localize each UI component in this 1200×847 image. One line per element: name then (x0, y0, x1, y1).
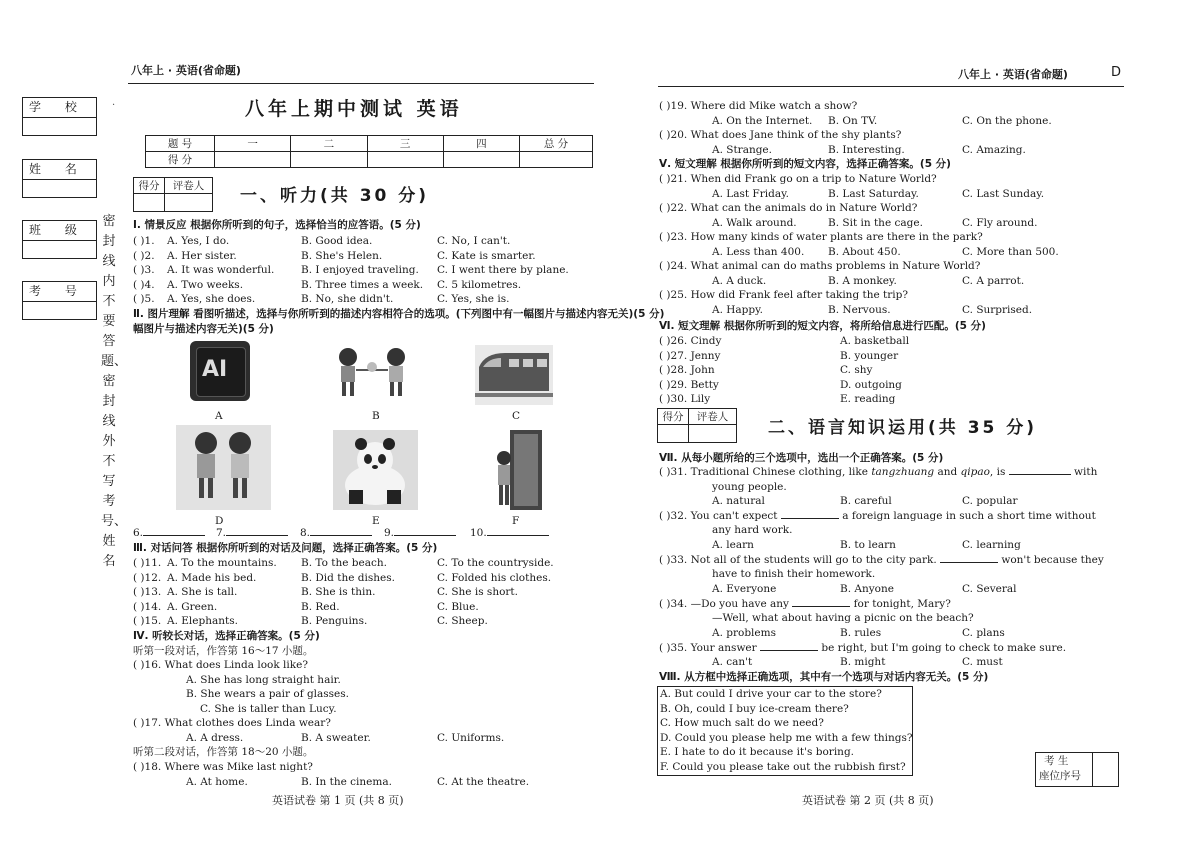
answer-option[interactable]: C. Surprised. (962, 304, 1033, 316)
part3-title: Ⅲ. 对话问答 根据你所听到的对话及问题，选择正确答案。(5 分) (133, 542, 438, 554)
match-option: C. shy (840, 364, 873, 377)
answer-option[interactable]: A. To the mountains. (167, 557, 277, 569)
page2-footer: 英语试卷 第 2 页 (共 8 页) (802, 794, 934, 807)
q16-option[interactable]: A. She has long straight hair. (186, 674, 341, 686)
question-number: ( )2. (133, 249, 155, 262)
answer-option[interactable]: A. Less than 400. (712, 246, 805, 258)
score-table-cell: 二 (291, 136, 367, 152)
blank-8[interactable] (300, 527, 372, 540)
grader-cell: 得分 (134, 178, 165, 194)
dialogue-option: C. How much salt do we need? (660, 717, 824, 730)
answer-option[interactable]: C. Yes, she is. (437, 293, 510, 306)
grader-cell: 得分 (658, 409, 689, 425)
score-table-cell: 总 分 (520, 136, 593, 152)
answer-option[interactable]: B. Sit in the cage. (828, 217, 923, 229)
answer-option[interactable]: A. Her sister. (167, 249, 237, 262)
q32-text: a foreign language in such a short time without (842, 510, 1096, 522)
q33-option[interactable]: C. Several (962, 583, 1017, 595)
class-label: 班 级 (29, 223, 87, 237)
q31-term: tangzhuang (871, 466, 935, 478)
q33-text: ( )33. Not all of the students will go to the city park. (659, 554, 937, 566)
seal-line-notice: 密封线内不要答题、密封线外不写考号、姓名 (101, 214, 128, 569)
q16-option[interactable]: C. She is taller than Lucy. (200, 703, 337, 715)
q31-text: with (1074, 466, 1098, 478)
q33-option[interactable]: B. Anyone (840, 583, 894, 595)
answer-option[interactable]: B. She is thin. (301, 586, 376, 599)
q33 (659, 554, 1104, 567)
part2-title: Ⅱ. 图片理解 看图听描述，选择与你所听到的描述内容相符合的选项。(下列图中有一幅图片与描述内容无关)(5 分) (133, 308, 665, 320)
section1-title: 一、听力(共 30 分) (240, 186, 430, 206)
answer-option[interactable]: A. She is tall. (167, 586, 238, 599)
part4-intro1: 听第一段对话，作答第 16～17 小题。 (133, 645, 314, 657)
answer-option[interactable]: A. Last Friday. (712, 188, 789, 200)
q35-text: ( )35. Your answer (659, 642, 757, 654)
children-image (176, 425, 271, 510)
class-field[interactable] (22, 220, 97, 259)
q34-option[interactable]: B. rules (840, 627, 882, 639)
q20: ( )20. What does Jane think of the shy plants? (659, 129, 902, 141)
answer-option[interactable]: B. Three times a week. (301, 278, 424, 291)
answer-option[interactable]: B. About 450. (828, 246, 901, 258)
page1-footer: 英语试卷 第 1 页 (共 8 页) (272, 794, 404, 807)
q20-option[interactable]: C. Amazing. (962, 144, 1026, 156)
match-option: E. reading (840, 393, 896, 406)
q32-line2: any hard work. (712, 524, 793, 536)
q34-option[interactable]: A. problems (712, 627, 776, 639)
match-option: B. younger (840, 349, 899, 362)
q33-text: won't because they (1001, 554, 1104, 566)
ai-chip-text: AI (202, 357, 228, 382)
q32-text: ( )32. You can't expect (659, 510, 778, 522)
question-number: ( )13. (133, 586, 162, 599)
answer-option[interactable]: A. Happy. (712, 304, 763, 316)
q34-text: ( )34. —Do you have any (659, 598, 789, 610)
name-label: 姓 名 (29, 162, 87, 176)
seal-dot: · (112, 100, 116, 111)
exam-number-label: 考 号 (29, 284, 87, 298)
q16: ( )16. What does Linda look like? (133, 659, 308, 671)
divider (23, 240, 96, 241)
q33-line2: have to finish their homework. (712, 568, 876, 580)
pic-label-b: B (372, 410, 380, 422)
grader-cell: 评卷人 (165, 178, 213, 194)
q18-option[interactable]: C. At the theatre. (437, 776, 530, 788)
part4-title: Ⅳ. 听较长对话，选择正确答案。(5 分) (133, 630, 320, 642)
answer-option[interactable]: A. Two weeks. (167, 278, 244, 291)
question-number: ( )12. (133, 571, 162, 584)
school-field[interactable] (22, 97, 97, 136)
blank-9[interactable] (384, 527, 456, 540)
score-table-cell: 得 分 (146, 152, 215, 168)
answer-option[interactable]: C. Sheep. (437, 615, 488, 628)
dialogue-option: A. But could I drive your car to the store? (660, 688, 882, 700)
q35-text: be right, but I'm going to check to make sure. (821, 642, 1067, 654)
q17-option[interactable]: A. A dress. (186, 732, 244, 744)
q18: ( )18. Where was Mike last night? (133, 761, 313, 773)
q31-option[interactable]: A. natural (712, 495, 765, 507)
q19-option[interactable]: B. On TV. (828, 115, 878, 127)
score-input[interactable] (367, 152, 443, 168)
question-number: ( )3. (133, 264, 155, 277)
answer-option[interactable]: C. To the countryside. (437, 557, 554, 569)
section2-title: 二、语言知识运用(共 35 分) (768, 418, 1038, 438)
grader-cell: 评卷人 (689, 409, 737, 425)
answer-option[interactable]: A. Elephants. (167, 615, 238, 628)
question-number: ( )5. (133, 293, 155, 306)
answer-option[interactable]: B. No, she didn't. (301, 293, 394, 306)
grader-box (133, 177, 213, 212)
school-label: 学 校 (29, 100, 87, 114)
q31-line2: young people. (712, 481, 787, 493)
question-number: ( )14. (133, 600, 162, 613)
q19-option[interactable]: A. On the Internet. (712, 115, 813, 127)
q34 (659, 598, 951, 611)
exam-title: 八年上期中测试 英语 (245, 98, 463, 120)
score-table-cell: 三 (367, 136, 443, 152)
q31-option[interactable]: B. careful (840, 495, 892, 507)
match-item[interactable]: ( )28. John (659, 364, 715, 377)
q34-blank[interactable] (792, 606, 850, 607)
answer-option[interactable]: A. Green. (167, 600, 218, 613)
q32-option[interactable]: C. learning (962, 539, 1021, 551)
match-item[interactable]: ( )30. Lily (659, 393, 711, 406)
answer-option[interactable]: B. Red. (301, 600, 340, 613)
score-table-cell: 题 号 (146, 136, 215, 152)
answer-option[interactable]: B. Good idea. (301, 235, 373, 247)
q35-option[interactable]: B. might (840, 656, 886, 668)
q31 (659, 466, 1097, 479)
match-item[interactable]: ( )27. Jenny (659, 349, 721, 362)
answer-option[interactable]: A. It was wonderful. (167, 264, 275, 277)
part2-title-line2: 幅图片与描述内容无关)(5 分) (133, 323, 274, 335)
answer-option[interactable]: A. Made his bed. (167, 571, 257, 584)
question-number: ( )11. (133, 557, 162, 569)
divider (23, 179, 96, 180)
match-item[interactable]: ( )29. Betty (659, 378, 719, 391)
answer-option[interactable]: C. A parrot. (962, 275, 1025, 287)
q31-term: qipao (960, 466, 990, 478)
answer-option[interactable]: B. I enjoyed traveling. (301, 264, 419, 277)
part4-intro2: 听第二段对话，作答第 18～20 小题。 (133, 746, 314, 758)
answer-option[interactable]: B. Nervous. (828, 304, 891, 316)
answer-option[interactable]: B. Last Saturday. (828, 188, 919, 200)
question-number: ( )1. (133, 235, 155, 247)
answer-option[interactable]: A. Walk around. (712, 217, 797, 229)
q35 (659, 642, 1066, 655)
part5-title: Ⅴ. 短文理解 根据你所听到的短文内容，选择正确答案。(5 分) (659, 158, 951, 170)
score-input[interactable] (215, 152, 291, 168)
answer-option[interactable]: B. Penguins. (301, 615, 368, 628)
part7-title: Ⅶ. 从每小题所给的三个选项中，选出一个正确答案。(5 分) (659, 452, 944, 464)
answer-option[interactable]: C. Blue. (437, 600, 479, 613)
answer-option[interactable]: B. A monkey. (828, 275, 897, 287)
q16-option[interactable]: B. She wears a pair of glasses. (186, 688, 350, 700)
dialogue-option: D. Could you please help me with a few things? (660, 731, 913, 744)
page2-header: 八年上 · 英语(省命题) (958, 68, 1068, 81)
score-input[interactable] (443, 152, 519, 168)
answer-option[interactable]: A. A duck. (712, 275, 767, 287)
seat-label: 考 生 (1044, 755, 1069, 767)
question: ( )23. How many kinds of water plants are there in the park? (659, 231, 983, 243)
blank-number: 6. (133, 527, 144, 539)
q35-blank[interactable] (760, 650, 818, 651)
seat-number-box (1035, 752, 1119, 787)
seat-label-cell (1036, 753, 1093, 786)
q20-option[interactable]: B. Interesting. (828, 144, 905, 156)
dialogue-options-box (657, 686, 913, 776)
q34-text: for tonight, Mary? (853, 598, 951, 610)
q17-option[interactable]: C. Uniforms. (437, 732, 505, 744)
q34-line2: —Well, what about having a picnic on the beach? (712, 612, 974, 624)
dialogue-option: E. I hate to do it because it's boring. (660, 746, 855, 759)
q31-text: ( )31. Traditional Chinese clothing, like (659, 466, 868, 478)
q34-option[interactable]: C. plans (962, 627, 1005, 639)
q32 (659, 510, 1096, 523)
blank-number: 9. (384, 527, 395, 539)
score-input[interactable] (291, 152, 367, 168)
question: ( )25. How did Frank feel after taking the trip? (659, 289, 908, 301)
answer-option[interactable]: B. Did the dishes. (301, 571, 395, 584)
q18-option[interactable]: B. In the cinema. (301, 776, 392, 788)
grader-input[interactable] (134, 194, 165, 212)
q33-blank[interactable] (940, 562, 998, 563)
answer-option[interactable]: B. To the beach. (301, 557, 387, 569)
q18-option[interactable]: A. At home. (186, 776, 248, 788)
part8-title: Ⅷ. 从方框中选择正确选项，其中有一个选项与对话内容无关。(5 分) (659, 671, 989, 683)
question: ( )22. What can the animals do in Nature World? (659, 202, 918, 214)
blank-7[interactable] (216, 527, 288, 540)
question: ( )21. When did Frank go on a trip to Nature World? (659, 173, 937, 185)
q19-option[interactable]: C. On the phone. (962, 115, 1052, 127)
answer-option[interactable]: C. She is short. (437, 586, 518, 599)
q31-option[interactable]: C. popular (962, 495, 1018, 507)
grader-input[interactable] (689, 425, 737, 443)
grader-box (657, 408, 737, 443)
header-rule (658, 86, 1124, 87)
header-rule (128, 83, 594, 84)
ai-chip-image (190, 341, 250, 401)
name-field[interactable] (22, 159, 97, 198)
score-input[interactable] (520, 152, 593, 168)
answer-option[interactable]: C. Fly around. (962, 217, 1038, 229)
q31-text: , is (989, 466, 1006, 478)
q32-option[interactable]: B. to learn (840, 539, 896, 551)
seat-label: 座位序号 (1039, 770, 1081, 782)
pic-label-a: A (215, 410, 223, 422)
blank-number: 10. (470, 527, 487, 539)
divider (23, 301, 96, 302)
dialogue-option: F. Could you please take out the rubbish first? (660, 761, 906, 773)
grader-input[interactable] (165, 194, 213, 212)
exam-number-field[interactable] (22, 281, 97, 320)
answer-option[interactable]: C. No, I can't. (437, 235, 511, 247)
score-table-cell: 四 (443, 136, 519, 152)
pic-label-f: F (512, 515, 520, 527)
door-image (490, 428, 545, 513)
answer-option[interactable]: C. 5 kilometres. (437, 278, 522, 291)
part1-title: Ⅰ. 情景反应 根据你所听到的句子，选择恰当的应答语。(5 分) (133, 219, 421, 231)
dialogue-option: B. Oh, could I buy ice-cream there? (660, 702, 849, 715)
children-playing-image (330, 345, 415, 400)
pic-label-c: C (512, 410, 521, 422)
blank-number: 8. (300, 527, 311, 539)
answer-option[interactable]: C. I went there by plane. (437, 264, 569, 277)
question: ( )24. What animal can do maths problems in Nature World? (659, 260, 981, 272)
part6-title: Ⅵ. 短文理解 根据你所听到的短文内容，将所给信息进行匹配。(5 分) (659, 320, 986, 332)
seat-number-input[interactable] (1093, 753, 1118, 786)
blank-6[interactable] (133, 527, 205, 540)
question-number: ( )4. (133, 278, 155, 291)
q31-blank[interactable] (1009, 474, 1071, 475)
pic-label-d: D (215, 515, 224, 527)
q33-option[interactable]: A. Everyone (712, 583, 777, 595)
answer-option[interactable]: C. Last Sunday. (962, 188, 1045, 200)
grader-input[interactable] (658, 425, 689, 443)
q32-blank[interactable] (781, 518, 839, 519)
answer-option[interactable]: C. Folded his clothes. (437, 571, 552, 584)
answer-option[interactable]: B. She's Helen. (301, 249, 383, 262)
blank-10[interactable] (470, 527, 549, 540)
paper-version: D (1111, 65, 1122, 80)
q17: ( )17. What clothes does Linda wear? (133, 717, 331, 729)
answer-option[interactable]: C. More than 500. (962, 246, 1059, 258)
q20-option[interactable]: A. Strange. (712, 144, 772, 156)
blank-number: 7. (216, 527, 227, 539)
divider (23, 117, 96, 118)
answer-option[interactable]: A. Yes, I do. (167, 235, 230, 247)
q35-option[interactable]: C. must (962, 656, 1003, 668)
page1-header: 八年上 · 英语(省命题) (131, 64, 241, 77)
q32-option[interactable]: A. learn (712, 539, 754, 551)
answer-option[interactable]: A. Yes, she does. (167, 293, 256, 306)
match-option: A. basketball (840, 335, 910, 347)
panda-image (333, 430, 418, 510)
q35-option[interactable]: A. can't (712, 656, 753, 668)
answer-option[interactable]: C. Kate is smarter. (437, 249, 536, 262)
pic-label-e: E (372, 515, 380, 527)
match-option: D. outgoing (840, 378, 902, 391)
score-table (145, 135, 593, 168)
match-item[interactable]: ( )26. Cindy (659, 335, 722, 347)
q17-option[interactable]: B. A sweater. (301, 732, 371, 744)
question-number: ( )15. (133, 615, 162, 628)
score-table-cell: 一 (215, 136, 291, 152)
q19: ( )19. Where did Mike watch a show? (659, 100, 858, 112)
q31-text: and (937, 466, 958, 478)
train-image (475, 345, 553, 405)
